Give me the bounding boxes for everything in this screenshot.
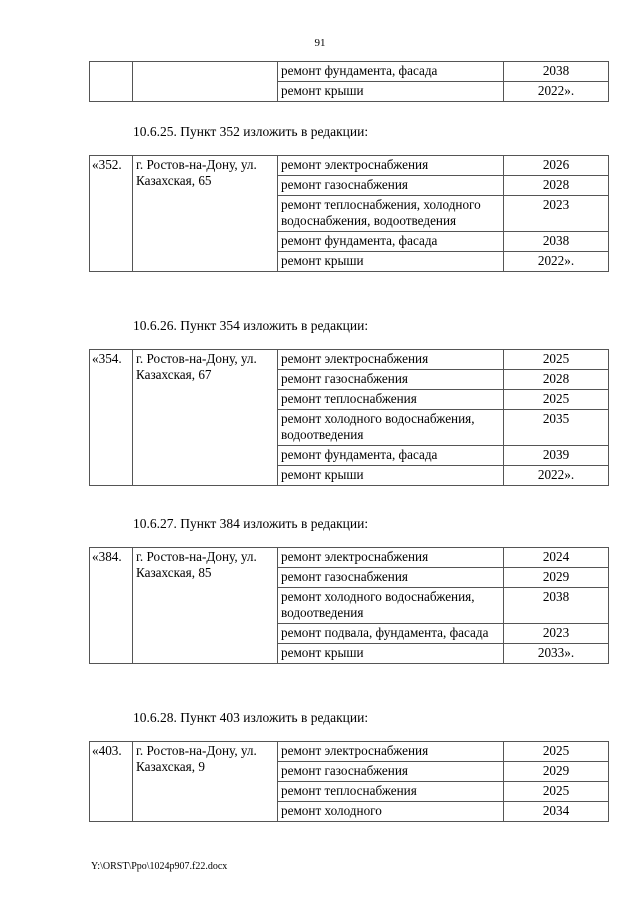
address-cell: г. Ростов-на-Дону, ул. Казахская, 85 bbox=[133, 548, 278, 664]
work-cell: ремонт холодного bbox=[278, 802, 504, 822]
section-heading: 10.6.25. Пункт 352 изложить в редакции: bbox=[133, 124, 369, 139]
work-cell: ремонт теплоснабжения bbox=[278, 390, 504, 410]
work-cell: ремонт крыши bbox=[278, 82, 504, 102]
work-cell: ремонт электроснабжения bbox=[278, 156, 504, 176]
work-cell: ремонт теплоснабжения bbox=[278, 782, 504, 802]
year-cell: 2034 bbox=[504, 802, 609, 822]
year-cell: 2038 bbox=[504, 62, 609, 82]
table-row bbox=[90, 62, 609, 82]
work-cell: ремонт крыши bbox=[278, 644, 504, 664]
table-row bbox=[90, 548, 609, 568]
section-heading: 10.6.26. Пункт 354 изложить в редакции: bbox=[133, 318, 369, 333]
year-cell: 2038 bbox=[504, 232, 609, 252]
works-table-continuation bbox=[89, 61, 609, 102]
work-cell: ремонт теплоснабжения, холодного водоснабжения, водоотведения bbox=[278, 196, 504, 232]
year-cell: 2022». bbox=[504, 466, 609, 486]
work-cell: ремонт газоснабжения bbox=[278, 370, 504, 390]
table-row bbox=[90, 350, 609, 370]
work-cell: ремонт фундамента, фасада bbox=[278, 446, 504, 466]
year-cell: 2026 bbox=[504, 156, 609, 176]
work-cell: ремонт холодного водоснабжения, водоотведения bbox=[278, 588, 504, 624]
table-row bbox=[90, 156, 609, 176]
work-cell: ремонт крыши bbox=[278, 466, 504, 486]
page-number: 91 bbox=[314, 37, 326, 49]
item-number-cell bbox=[90, 62, 133, 102]
year-cell: 2038 bbox=[504, 588, 609, 624]
item-number-cell: «384. bbox=[90, 548, 133, 664]
work-cell: ремонт газоснабжения bbox=[278, 762, 504, 782]
year-cell: 2025 bbox=[504, 782, 609, 802]
year-cell: 2025 bbox=[504, 742, 609, 762]
footer-file-path: Y:\ORST\Ppo\1024p907.f22.docx bbox=[91, 861, 228, 872]
works-table-352 bbox=[89, 155, 609, 272]
year-cell: 2023 bbox=[504, 624, 609, 644]
work-cell: ремонт подвала, фундамента, фасада bbox=[278, 624, 504, 644]
year-cell: 2022». bbox=[504, 252, 609, 272]
year-cell: 2029 bbox=[504, 762, 609, 782]
item-number-cell: «352. bbox=[90, 156, 133, 272]
work-cell: ремонт электроснабжения bbox=[278, 548, 504, 568]
address-cell bbox=[133, 62, 278, 102]
section-heading: 10.6.27. Пункт 384 изложить в редакции: bbox=[133, 516, 369, 531]
work-cell: ремонт газоснабжения bbox=[278, 568, 504, 588]
work-cell: ремонт фундамента, фасада bbox=[278, 62, 504, 82]
address-cell: г. Ростов-на-Дону, ул. Казахская, 9 bbox=[133, 742, 278, 822]
work-cell: ремонт крыши bbox=[278, 252, 504, 272]
year-cell: 2023 bbox=[504, 196, 609, 232]
work-cell: ремонт электроснабжения bbox=[278, 350, 504, 370]
year-cell: 2028 bbox=[504, 176, 609, 196]
works-table-354 bbox=[89, 349, 609, 486]
work-cell: ремонт электроснабжения bbox=[278, 742, 504, 762]
item-number-cell: «354. bbox=[90, 350, 133, 486]
work-cell: ремонт холодного водоснабжения, водоотведения bbox=[278, 410, 504, 446]
work-cell: ремонт фундамента, фасада bbox=[278, 232, 504, 252]
address-cell: г. Ростов-на-Дону, ул. Казахская, 65 bbox=[133, 156, 278, 272]
works-table-403 bbox=[89, 741, 609, 822]
year-cell: 2039 bbox=[504, 446, 609, 466]
work-cell: ремонт газоснабжения bbox=[278, 176, 504, 196]
year-cell: 2024 bbox=[504, 548, 609, 568]
year-cell: 2028 bbox=[504, 370, 609, 390]
year-cell: 2025 bbox=[504, 390, 609, 410]
works-table-384 bbox=[89, 547, 609, 664]
year-cell: 2033». bbox=[504, 644, 609, 664]
address-cell: г. Ростов-на-Дону, ул. Казахская, 67 bbox=[133, 350, 278, 486]
year-cell: 2035 bbox=[504, 410, 609, 446]
table-row bbox=[90, 742, 609, 762]
year-cell: 2022». bbox=[504, 82, 609, 102]
year-cell: 2029 bbox=[504, 568, 609, 588]
year-cell: 2025 bbox=[504, 350, 609, 370]
section-heading: 10.6.28. Пункт 403 изложить в редакции: bbox=[133, 710, 369, 725]
item-number-cell: «403. bbox=[90, 742, 133, 822]
